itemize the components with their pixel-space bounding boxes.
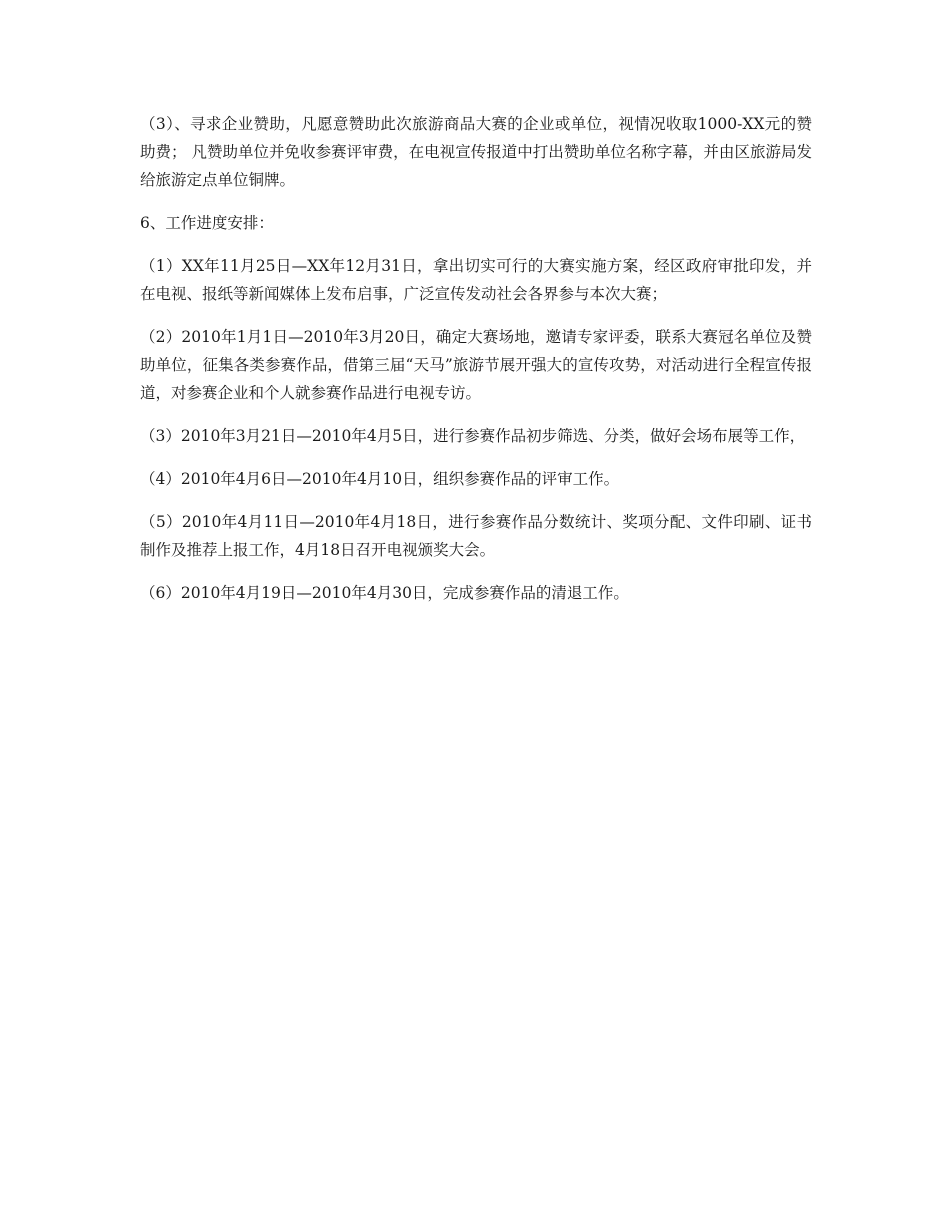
schedule-item-4: （4）2010年4月6日—2010年4月10日，组织参赛作品的评审工作。 bbox=[140, 470, 620, 488]
schedule-item-6: （6）2010年4月19日—2010年4月30日，完成参赛作品的清退工作。 bbox=[140, 584, 629, 602]
schedule-item-3: （3）2010年3月21日—2010年4月5日，进行参赛作品初步筛选、分类，做好会场布展等工作， bbox=[140, 427, 806, 445]
document-page bbox=[140, 110, 812, 622]
schedule-item-2: （2）2010年1月1日—2010年3月20日，确定大赛场地，邀请专家评委，联系大赛冠名单位及赞助单位，征集各类参赛作品，借第三届“天马”旅游节展开强大的宣传攻势，对活动进行全程宣传报道，对参赛企业和个人就参赛作品进行电视专访。 bbox=[140, 328, 812, 402]
schedule-item-1: （1）XX年11月25日—XX年12月31日，拿出切实可行的大赛实施方案，经区政府审批印发，并在电视、报纸等新闻媒体上发布启事，广泛宣传发动社会各界参与本次大赛； bbox=[140, 257, 812, 303]
schedule-item-5: （5）2010年4月11日—2010年4月18日，进行参赛作品分数统计、奖项分配、文件印刷、证书制作及推荐上报工作，4月18日召开电视颁奖大会。 bbox=[140, 513, 812, 559]
paragraph-sponsorship: （3）、寻求企业赞助，凡愿意赞助此次旅游商品大赛的企业或单位，视情况收取1000-XX元的赞助费； 凡赞助单位并免收参赛评审费，在电视宣传报道中打出赞助单位名称字幕，并由区旅游局发给旅游定点单位铜牌。 bbox=[140, 115, 812, 189]
section-heading-schedule: 6、工作进度安排： bbox=[140, 214, 274, 232]
